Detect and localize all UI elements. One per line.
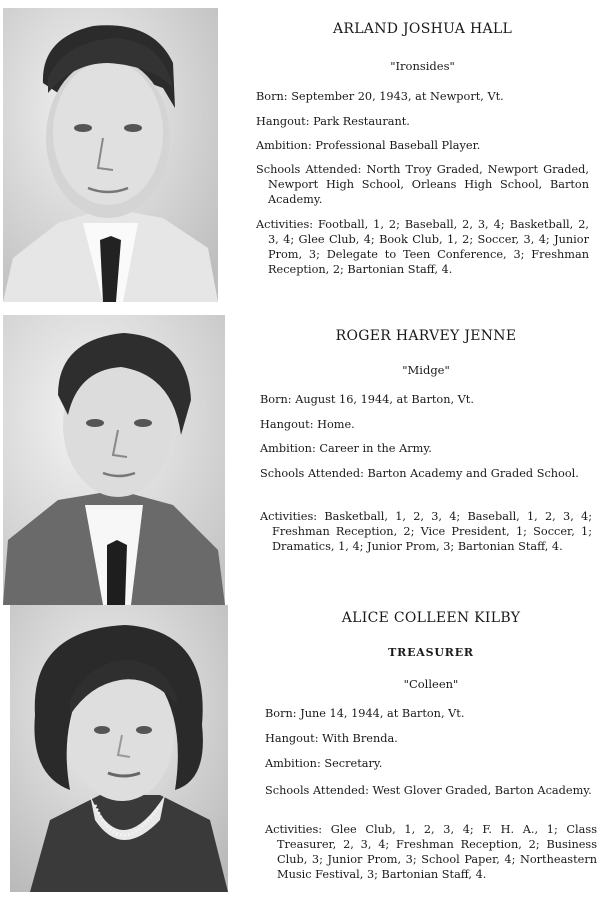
born-value: September 20, 1943, at Newport, Vt. bbox=[291, 90, 504, 103]
schools-label: Schools Attended: bbox=[265, 784, 369, 797]
born-line bbox=[256, 89, 589, 104]
activities-value: Basketball, 1, 2, 3, 4; Baseball, 1, 2, 3, 4; Freshman Reception, 2; Vice President, 1; Soccer, 1; Dramatics, 1, 4; Junior Prom, 3; Bartonian Staff, 4. bbox=[272, 510, 593, 553]
activities-label: Activities: bbox=[265, 823, 323, 836]
born-line bbox=[260, 392, 592, 407]
ambition-value: Professional Baseball Player. bbox=[315, 139, 481, 152]
student-office: TREASURER bbox=[388, 646, 474, 659]
schools-label: Schools Attended: bbox=[260, 467, 364, 480]
hangout-line bbox=[260, 417, 592, 432]
student-info-kilby bbox=[265, 611, 597, 901]
activities-line bbox=[265, 822, 597, 882]
schools-value: West Glover Graded, Barton Academy. bbox=[372, 784, 592, 797]
ambition-label: Ambition: bbox=[265, 757, 321, 770]
ambition-line bbox=[260, 441, 592, 456]
schools-line bbox=[260, 466, 592, 481]
ambition-value: Career in the Army. bbox=[319, 442, 432, 455]
student-nickname: "Ironsides" bbox=[390, 59, 455, 73]
activities-line bbox=[260, 509, 592, 554]
hangout-value: Home. bbox=[317, 418, 355, 431]
portrait-photo-hall bbox=[3, 8, 218, 302]
student-entry-kilby bbox=[0, 605, 610, 903]
student-name: ARLAND JOSHUA HALL bbox=[332, 21, 513, 37]
student-name: ALICE COLLEEN KILBY bbox=[341, 610, 521, 626]
born-value: August 16, 1944, at Barton, Vt. bbox=[295, 393, 474, 406]
activities-label: Activities: bbox=[260, 510, 318, 523]
student-name: ROGER HARVEY JENNE bbox=[335, 328, 517, 344]
student-info-jenne bbox=[260, 329, 592, 599]
ambition-label: Ambition: bbox=[260, 442, 316, 455]
portrait-photo-jenne bbox=[3, 315, 225, 605]
hangout-label: Hangout: bbox=[265, 732, 319, 745]
activities-line bbox=[256, 217, 589, 277]
schools-line bbox=[256, 162, 589, 207]
born-label: Born: bbox=[256, 90, 288, 103]
born-label: Born: bbox=[265, 707, 297, 720]
born-line bbox=[265, 706, 597, 721]
born-value: June 14, 1944, at Barton, Vt. bbox=[300, 707, 465, 720]
hangout-line bbox=[265, 731, 597, 746]
portrait-photo-kilby bbox=[10, 605, 228, 892]
student-info-hall bbox=[256, 22, 589, 305]
activities-value: Glee Club, 1, 2, 3, 4; F. H. A., 1; Class Treasurer, 2, 3, 4; Freshman Reception, 2; Business Club, 3; Junior Prom, 3; School Paper, 4; Northeastern Music Festival, 3; Bartonian Staff, 4. bbox=[277, 823, 597, 881]
activities-value: Football, 1, 2; Baseball, 2, 3, 4; Basketball, 2, 3, 4; Glee Club, 4; Book Club, 1, 2; Soccer, 3, 4; Junior Prom, 3; Delegate to Teen Conference, 3; Freshman Reception, 2; Bartonian Staff, 4. bbox=[268, 218, 589, 276]
schools-label: Schools Attended: bbox=[256, 163, 362, 176]
ambition-line bbox=[265, 756, 597, 771]
ambition-line bbox=[256, 138, 589, 153]
hangout-label: Hangout: bbox=[260, 418, 314, 431]
ambition-label: Ambition: bbox=[256, 139, 312, 152]
student-entry-jenne bbox=[0, 305, 610, 605]
schools-value: North Troy Graded, Newport Graded, Newport High School, Orleans High School, Barton Academy. bbox=[268, 163, 589, 206]
student-nickname: "Midge" bbox=[402, 363, 450, 377]
activities-label: Activities: bbox=[256, 218, 314, 231]
hangout-line bbox=[256, 114, 589, 129]
hangout-value: With Brenda. bbox=[322, 732, 398, 745]
schools-value: Barton Academy and Graded School. bbox=[367, 467, 579, 480]
schools-line bbox=[265, 783, 597, 798]
ambition-value: Secretary. bbox=[324, 757, 383, 770]
hangout-label: Hangout: bbox=[256, 115, 310, 128]
born-label: Born: bbox=[260, 393, 292, 406]
hangout-value: Park Restaurant. bbox=[313, 115, 410, 128]
student-entry-hall bbox=[0, 0, 610, 305]
student-nickname: "Colleen" bbox=[403, 677, 459, 691]
